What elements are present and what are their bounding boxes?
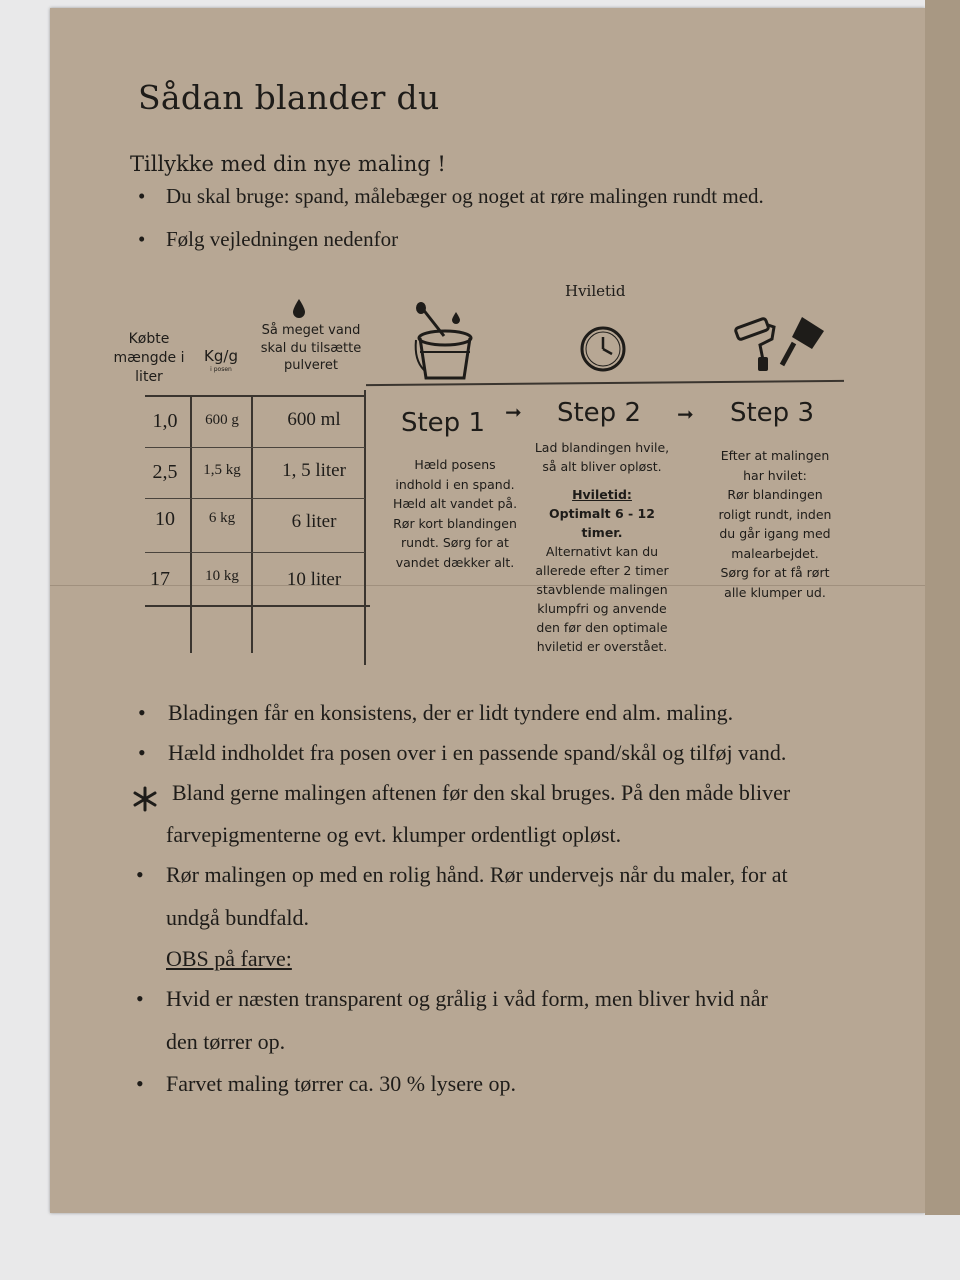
stir-line-2: undgå bundfald.: [166, 905, 309, 930]
rest-time-subtitle: Hviletid:: [572, 487, 632, 502]
bullet-dot-icon: •: [138, 740, 146, 765]
bullet-follow: • Følg vejledningen nedenfor: [138, 227, 399, 251]
header-water: Så meget vand skal du tilsætte pulveret: [260, 323, 362, 374]
paint-roller-brush-icon: [732, 313, 828, 373]
table-cell: 1,5 kg: [203, 462, 241, 478]
step-1-text: Hæld posens indhold i en spand. Hæld alt vandet på. Rør kort blandingen rundt. Sørg for at vandet dækker alt.: [392, 457, 518, 570]
step-3-title: Step 3: [729, 398, 814, 428]
intro-text: Tillykke med din nye maling !: [130, 152, 446, 176]
color-note-heading: OBS på farve:: [166, 946, 292, 971]
bullet-stir: • Rør malingen op med en rolig hånd. Rør undervejs når du maler, for at: [136, 862, 788, 887]
table-rule: [145, 552, 365, 553]
table-cell: 600 ml: [287, 409, 341, 430]
header-kg: Kg/g i posen: [204, 347, 238, 374]
bullet-dot-icon: •: [138, 700, 146, 725]
water-drop-icon: [291, 298, 307, 320]
table-cell: 600 g: [205, 412, 239, 428]
optimal-time: Optimalt 6 - 12 timer.: [549, 506, 655, 540]
bucket-spoon-icon: [410, 300, 480, 382]
step-2-title: Step 2: [556, 398, 641, 428]
step-3-text: Efter at malingen har hvilet: Rør blandingen roligt rundt, inden du går igang med malearbejdet. Sørg for at få rørt alle klumper ud.: [718, 448, 832, 600]
bullet-white: • Hvid er næsten transparent og grålig i våd form, men bliver hvid når: [136, 986, 768, 1011]
step-1-title: Step 1: [400, 408, 485, 438]
table-cell: 10 liter: [286, 569, 342, 590]
tip-line-2: farvepigmenterne og evt. klumper ordentligt opløst.: [166, 822, 622, 847]
table-cell: 2,5: [152, 461, 178, 483]
table-cell: 1, 5 liter: [282, 460, 346, 481]
table-rule: [145, 447, 365, 448]
bullet-tools: • Du skal bruge: spand, målebæger og noget at røre malingen rundt med.: [138, 184, 764, 208]
bullet-pour: • Hæld indholdet fra posen over i en passende spand/skål og tilføj vand.: [138, 740, 787, 765]
bullet-dot-icon: •: [136, 862, 144, 887]
table-rule: [145, 498, 365, 499]
bullet-dot-icon: •: [136, 1071, 144, 1096]
bullet-dot-icon: •: [138, 227, 146, 251]
table-cell: 10 kg: [205, 568, 239, 584]
bullet-dot-icon: •: [138, 184, 146, 208]
clock-icon: [577, 325, 629, 373]
bullet-dot-icon: •: [136, 986, 144, 1011]
arrow-icon: ➞: [677, 402, 694, 426]
header-liters: Købte mængde i liter: [113, 331, 185, 385]
white-line-2: den tørrer op.: [166, 1029, 286, 1054]
bullet-consistency: • Bladingen får en konsistens, der er lidt tyndere end alm. maling.: [138, 700, 734, 725]
rest-time-header: Hviletid: [565, 282, 626, 300]
bullet-colored: • Farvet maling tørrer ca. 30 % lysere op.: [136, 1071, 517, 1096]
table-cell: 1,0: [152, 410, 178, 432]
asterisk-icon: [132, 786, 158, 812]
table-cell: 17: [150, 568, 170, 590]
step-2-text: Lad blandingen hvile, så alt bliver opløst. Hviletid: Optimalt 6 - 12 timer. Alternativt kan du allerede efter 2 timer stavblende malingen klumpfri og anvende den før den optimale hviletid er overstået.: [527, 438, 677, 656]
table-cell: 6 liter: [291, 511, 337, 532]
table-cell: 10: [155, 508, 175, 530]
table-cell: 6 kg: [208, 510, 236, 526]
paper-edge: [925, 0, 960, 1215]
table-rule: [145, 605, 370, 607]
arrow-icon: ➞: [505, 400, 522, 424]
page-title: Sådan blander du: [138, 78, 440, 117]
tip-line-1: Bland gerne malingen aftenen før den skal bruges. På den måde bliver: [172, 780, 791, 805]
table-rule: [145, 395, 365, 397]
